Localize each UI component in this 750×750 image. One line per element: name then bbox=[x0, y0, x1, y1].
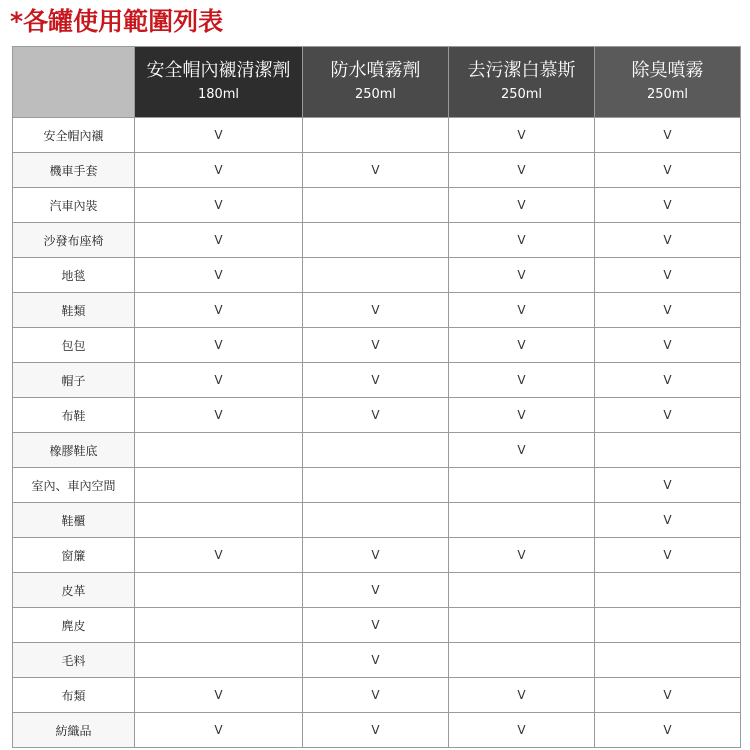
usage-mark-cell bbox=[595, 643, 741, 678]
usage-mark-cell bbox=[135, 573, 303, 608]
usage-mark-cell: V bbox=[595, 503, 741, 538]
table-row bbox=[13, 678, 741, 713]
usage-mark-cell: V bbox=[449, 538, 595, 573]
product-header-waterproof-spray bbox=[303, 47, 449, 118]
usage-mark-cell bbox=[303, 223, 449, 258]
row-label: 帽子 bbox=[13, 363, 135, 398]
usage-mark-cell: V bbox=[595, 118, 741, 153]
usage-mark-cell: V bbox=[449, 258, 595, 293]
usage-mark-cell: V bbox=[303, 643, 449, 678]
usage-mark-cell: V bbox=[595, 363, 741, 398]
usage-mark-cell: V bbox=[303, 363, 449, 398]
table-row bbox=[13, 223, 741, 258]
usage-mark-cell: V bbox=[595, 713, 741, 748]
usage-mark-cell bbox=[449, 503, 595, 538]
usage-mark-cell bbox=[135, 643, 303, 678]
usage-mark-cell: V bbox=[135, 678, 303, 713]
usage-mark-cell: V bbox=[135, 398, 303, 433]
usage-mark-cell: V bbox=[595, 258, 741, 293]
usage-mark-cell bbox=[595, 608, 741, 643]
usage-mark-cell bbox=[135, 608, 303, 643]
usage-mark-cell: V bbox=[303, 678, 449, 713]
page-title: *各罐使用範圍列表 bbox=[10, 7, 224, 36]
product-name: 去污潔白慕斯 bbox=[467, 60, 576, 81]
product-name: 除臭噴霧 bbox=[631, 60, 704, 81]
row-label: 鞋類 bbox=[13, 293, 135, 328]
usage-table bbox=[12, 46, 741, 748]
row-label: 布類 bbox=[13, 678, 135, 713]
usage-mark-cell: V bbox=[449, 118, 595, 153]
usage-mark-cell: V bbox=[303, 398, 449, 433]
usage-mark-cell: V bbox=[595, 223, 741, 258]
usage-mark-cell: V bbox=[303, 713, 449, 748]
row-label: 鞋櫃 bbox=[13, 503, 135, 538]
product-volume: 250ml bbox=[646, 87, 689, 102]
row-label: 紡織品 bbox=[13, 713, 135, 748]
table-row bbox=[13, 503, 741, 538]
usage-mark-cell: V bbox=[449, 293, 595, 328]
row-label: 橡膠鞋底 bbox=[13, 433, 135, 468]
table-row bbox=[13, 258, 741, 293]
product-header-deodorant-spray bbox=[595, 47, 741, 118]
usage-mark-cell: V bbox=[595, 468, 741, 503]
table-row bbox=[13, 293, 741, 328]
row-label: 包包 bbox=[13, 328, 135, 363]
table-row bbox=[13, 363, 741, 398]
usage-mark-cell bbox=[303, 503, 449, 538]
table-row bbox=[13, 608, 741, 643]
usage-mark-cell bbox=[595, 433, 741, 468]
usage-mark-cell: V bbox=[449, 328, 595, 363]
product-volume: 180ml bbox=[197, 87, 240, 102]
usage-mark-cell: V bbox=[303, 538, 449, 573]
usage-mark-cell: V bbox=[595, 538, 741, 573]
usage-mark-cell bbox=[449, 468, 595, 503]
product-volume: 250ml bbox=[500, 87, 543, 102]
usage-mark-cell bbox=[303, 433, 449, 468]
usage-mark-cell: V bbox=[449, 678, 595, 713]
table-row bbox=[13, 433, 741, 468]
row-label: 機車手套 bbox=[13, 153, 135, 188]
row-label: 地毯 bbox=[13, 258, 135, 293]
header-row bbox=[13, 47, 741, 118]
usage-mark-cell: V bbox=[595, 293, 741, 328]
header-corner-cell bbox=[13, 47, 135, 118]
usage-mark-cell: V bbox=[595, 328, 741, 363]
table-row bbox=[13, 573, 741, 608]
usage-mark-cell: V bbox=[135, 713, 303, 748]
usage-mark-cell bbox=[449, 643, 595, 678]
usage-mark-cell: V bbox=[135, 153, 303, 188]
table-row bbox=[13, 153, 741, 188]
usage-mark-cell bbox=[449, 608, 595, 643]
usage-mark-cell: V bbox=[135, 328, 303, 363]
usage-mark-cell: V bbox=[135, 363, 303, 398]
table-row bbox=[13, 398, 741, 433]
usage-mark-cell: V bbox=[595, 153, 741, 188]
product-name: 防水噴霧劑 bbox=[330, 60, 421, 81]
usage-mark-cell bbox=[303, 188, 449, 223]
table-row bbox=[13, 188, 741, 223]
usage-mark-cell bbox=[595, 573, 741, 608]
row-label: 安全帽內襯 bbox=[13, 118, 135, 153]
usage-mark-cell: V bbox=[595, 678, 741, 713]
row-label: 室內、車內空間 bbox=[13, 468, 135, 503]
row-label: 麂皮 bbox=[13, 608, 135, 643]
usage-mark-cell: V bbox=[303, 293, 449, 328]
usage-mark-cell bbox=[135, 433, 303, 468]
usage-mark-cell: V bbox=[449, 713, 595, 748]
product-name: 安全帽內襯清潔劑 bbox=[146, 60, 291, 81]
usage-mark-cell bbox=[135, 503, 303, 538]
usage-mark-cell: V bbox=[595, 398, 741, 433]
usage-mark-cell: V bbox=[449, 433, 595, 468]
product-header-helmet-liner-cleaner bbox=[135, 47, 303, 118]
usage-mark-cell bbox=[449, 573, 595, 608]
table-row bbox=[13, 713, 741, 748]
usage-mark-cell: V bbox=[135, 118, 303, 153]
row-label: 汽車內裝 bbox=[13, 188, 135, 223]
usage-mark-cell: V bbox=[303, 153, 449, 188]
row-label: 毛料 bbox=[13, 643, 135, 678]
table-row bbox=[13, 643, 741, 678]
table-row bbox=[13, 118, 741, 153]
table-row bbox=[13, 468, 741, 503]
usage-mark-cell: V bbox=[449, 398, 595, 433]
row-label: 布鞋 bbox=[13, 398, 135, 433]
usage-mark-cell bbox=[303, 258, 449, 293]
usage-mark-cell: V bbox=[135, 223, 303, 258]
usage-mark-cell: V bbox=[449, 153, 595, 188]
usage-mark-cell: V bbox=[595, 188, 741, 223]
usage-mark-cell: V bbox=[135, 188, 303, 223]
usage-mark-cell: V bbox=[135, 258, 303, 293]
usage-mark-cell: V bbox=[135, 293, 303, 328]
product-volume: 250ml bbox=[354, 87, 397, 102]
usage-mark-cell: V bbox=[449, 363, 595, 398]
usage-mark-cell: V bbox=[303, 328, 449, 363]
row-label: 皮革 bbox=[13, 573, 135, 608]
usage-mark-cell: V bbox=[303, 608, 449, 643]
product-header-whitening-mousse bbox=[449, 47, 595, 118]
row-label: 窗簾 bbox=[13, 538, 135, 573]
usage-mark-cell: V bbox=[449, 223, 595, 258]
table-row bbox=[13, 538, 741, 573]
usage-mark-cell: V bbox=[449, 188, 595, 223]
usage-mark-cell: V bbox=[135, 538, 303, 573]
usage-mark-cell bbox=[135, 468, 303, 503]
row-label: 沙發布座椅 bbox=[13, 223, 135, 258]
usage-mark-cell: V bbox=[303, 573, 449, 608]
usage-mark-cell bbox=[303, 118, 449, 153]
usage-mark-cell bbox=[303, 468, 449, 503]
table-row bbox=[13, 328, 741, 363]
